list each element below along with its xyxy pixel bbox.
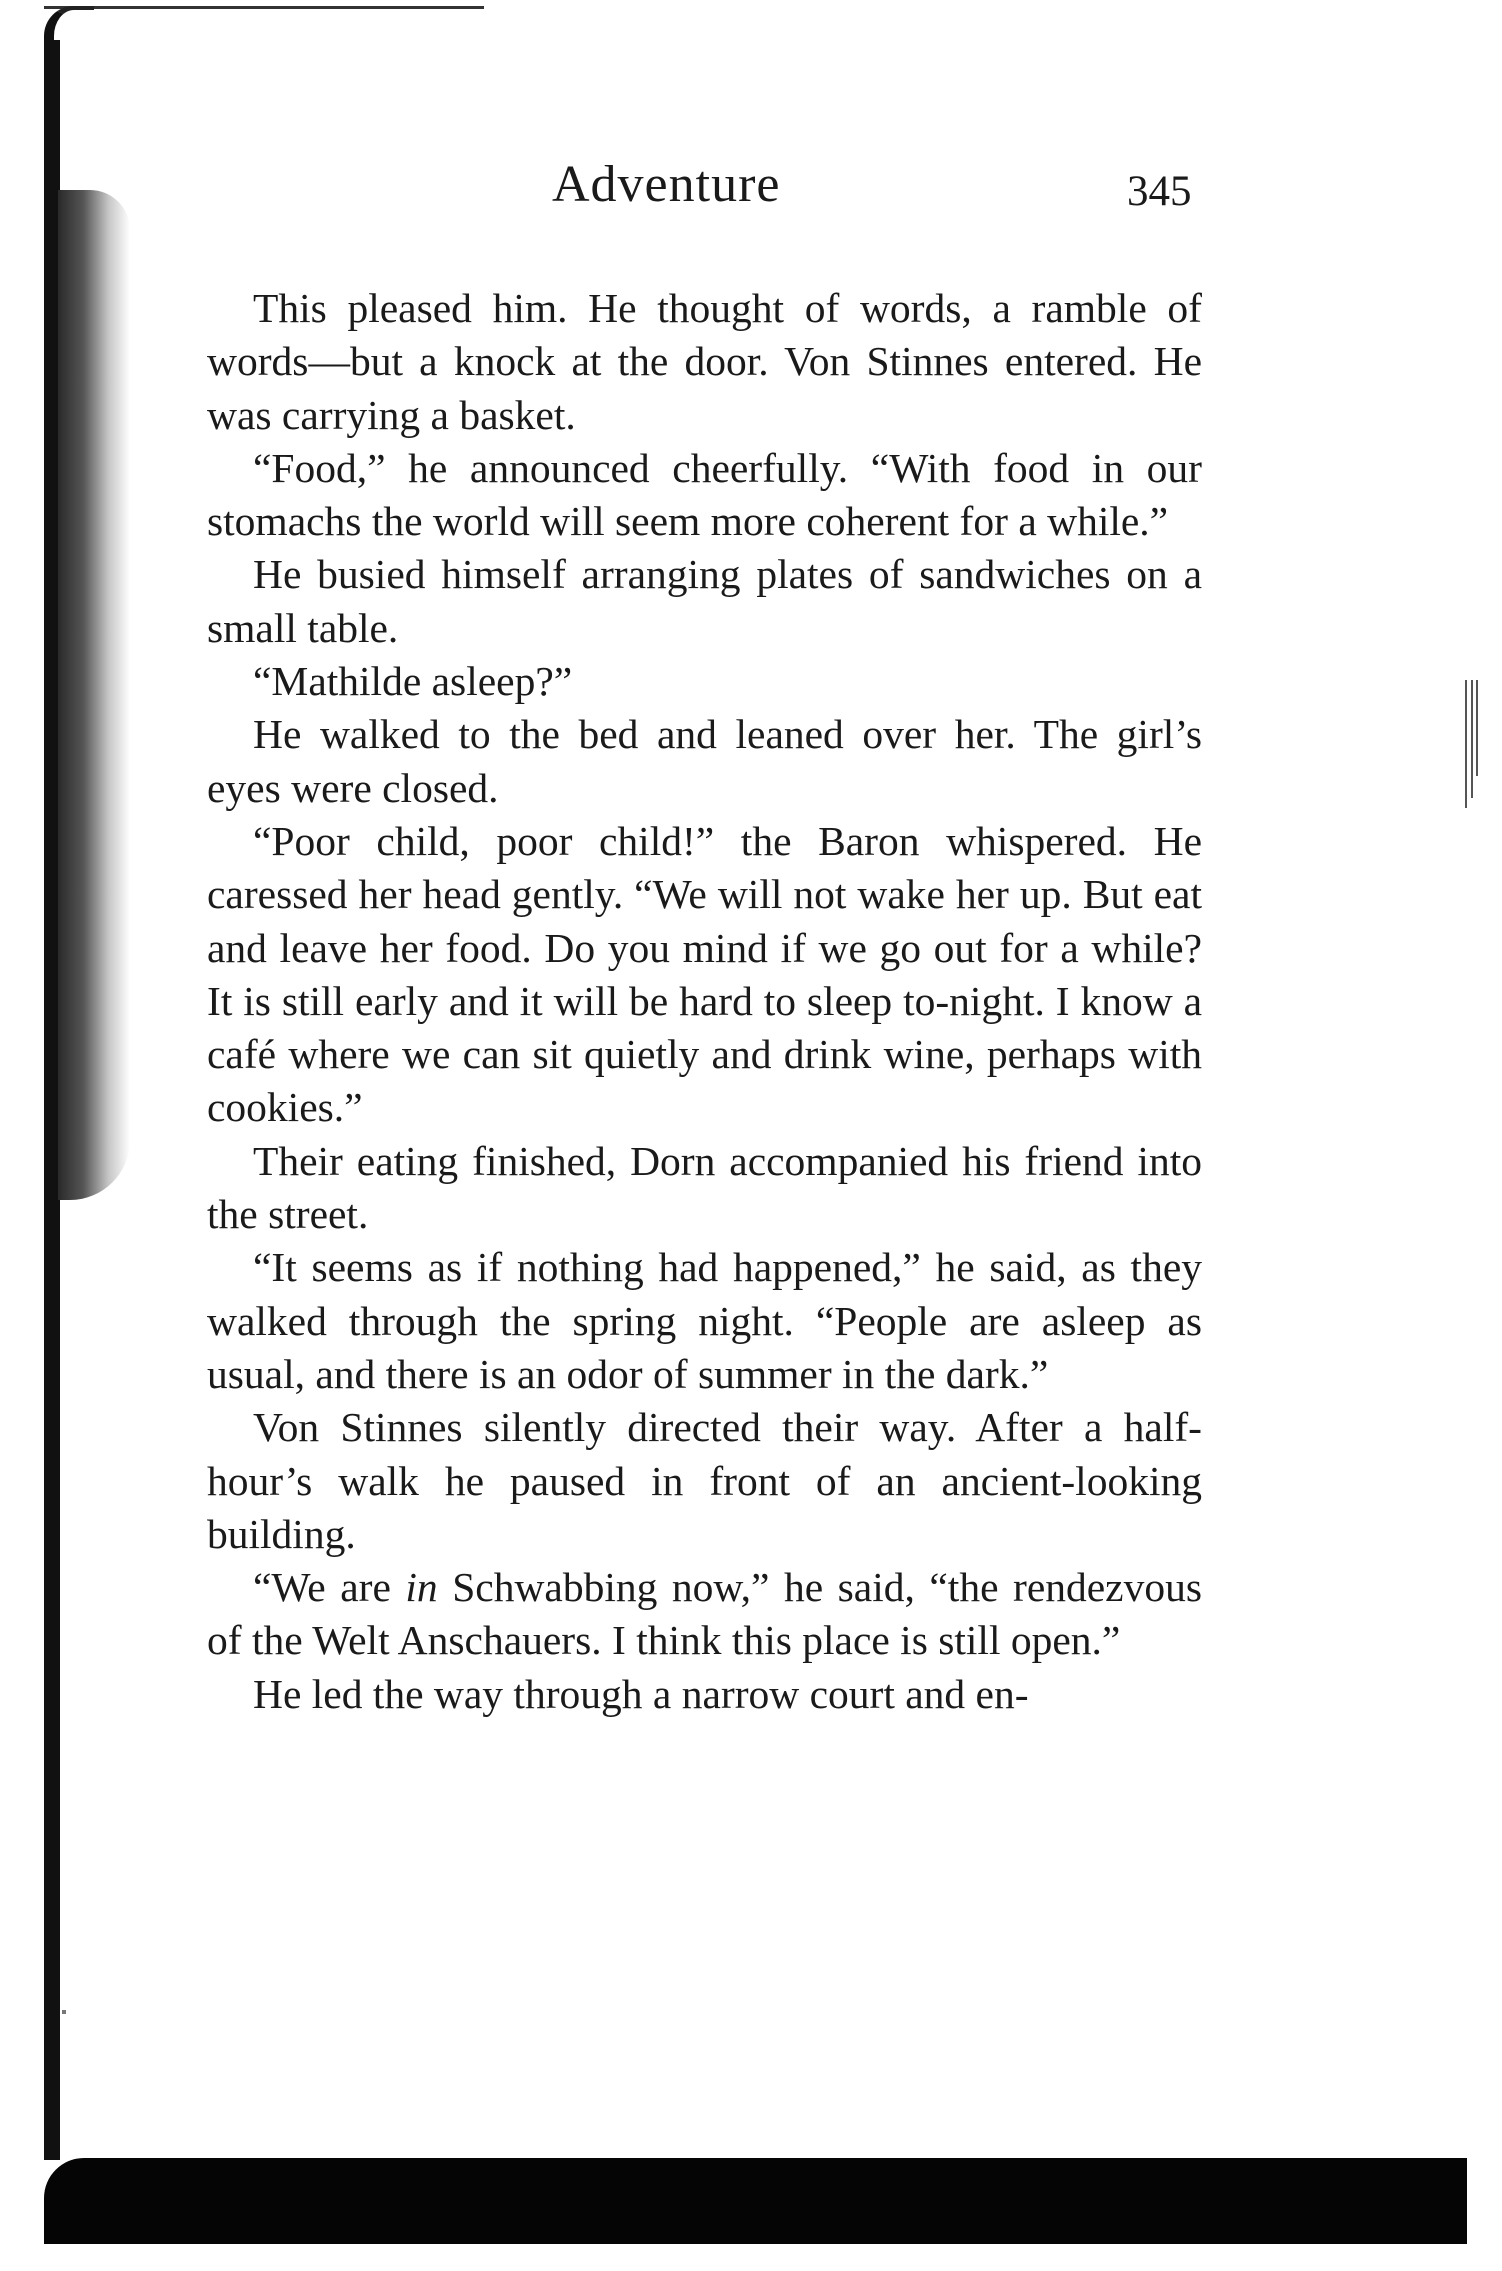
paragraph-last: He led the way through a narrow court and en-: [253, 1670, 1029, 1717]
paragraph: “Poor child, poor child!” the Baron whispered. He caressed her head gently. “We will not wake her up. But eat and leave her food. Do you mind if we go out for a while? It is still early and it will be hard to sleep to-night. I know a café where we can sit quietly and drink wine, perhaps with cookies.”: [207, 817, 1202, 1131]
paragraph: He walked to the bed and leaned over her. The girl’s eyes were closed.: [207, 711, 1202, 811]
scan-binding-shadow: [58, 190, 130, 1200]
body-text: [207, 282, 1202, 1721]
paragraph-text: “We are: [253, 1564, 406, 1611]
paragraph: Von Stinnes silently directed their way. After a half-hour’s walk he paused in front of an ancient-looking building.: [207, 1404, 1202, 1557]
italic-word: in: [405, 1564, 438, 1611]
paragraph-text: Schwabbing now,” he said, “the rendezvous of the Welt Anschauers. I think this place is still open.”: [207, 1564, 1202, 1664]
paragraph: Their eating finished, Dorn accompanied his friend into the street.: [207, 1137, 1202, 1238]
scan-top-edge: [44, 6, 484, 9]
running-title: Adventure: [552, 156, 781, 213]
paragraph: “It seems as if nothing had happened,” he said, as they walked through the spring night. “People are asleep as usual, and there is an odor of summer in the dark.”: [207, 1244, 1202, 1397]
scan-speck: [62, 2010, 66, 2014]
scan-bottom-edge: [44, 2158, 1467, 2244]
paragraph: “Mathilde asleep?”: [253, 658, 573, 705]
scan-right-marks: [1465, 680, 1479, 810]
paragraph-schwabbing: [207, 1561, 1202, 1668]
page-header: [205, 155, 1205, 225]
page-number: 345: [1127, 168, 1192, 215]
paragraph: This pleased him. He thought of words, a ramble of words—but a knock at the door. Von Stinnes entered. He was carrying a basket.: [207, 285, 1202, 438]
paragraph: “Food,” he announced cheerfully. “With food in our stomachs the world will seem more coherent for a while.”: [207, 444, 1202, 545]
paragraph: He busied himself arranging plates of sandwiches on a small table.: [207, 551, 1202, 651]
